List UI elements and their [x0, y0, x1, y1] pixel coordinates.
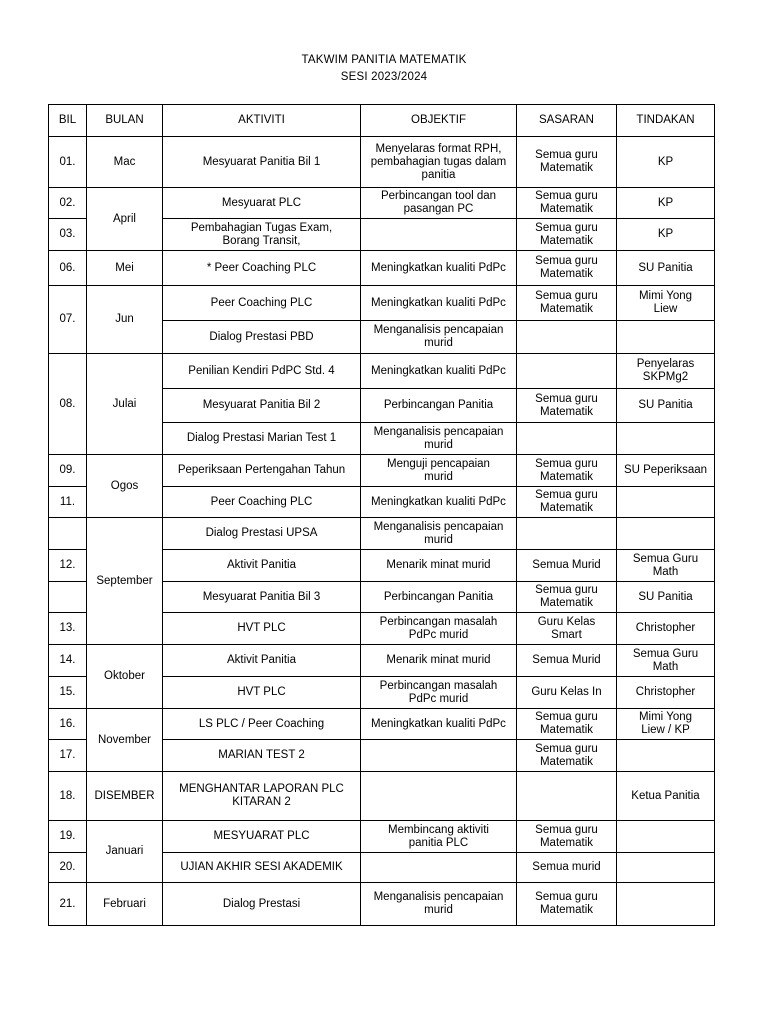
- cell-aktiviti: Dialog Prestasi UPSA: [163, 518, 361, 550]
- cell-tindakan: Mimi Yong Liew: [617, 286, 715, 321]
- cell-bil: 15.: [49, 677, 87, 709]
- table-row: [49, 821, 715, 853]
- cell-sasaran: Semua guru Matematik: [517, 582, 617, 613]
- cell-tindakan: SU Panitia: [617, 251, 715, 286]
- cell-aktiviti: Peer Coaching PLC: [163, 286, 361, 321]
- cell-bil: 08.: [49, 354, 87, 455]
- cell-objektif: [361, 772, 517, 821]
- cell-objektif: Perbincangan Panitia: [361, 582, 517, 613]
- header-aktiviti: AKTIVITI: [163, 105, 361, 137]
- cell-objektif: Menguji pencapaian murid: [361, 455, 517, 487]
- cell-bil: 18.: [49, 772, 87, 821]
- cell-sasaran: Semua guru Matematik: [517, 137, 617, 188]
- cell-sasaran: Semua Murid: [517, 645, 617, 677]
- header-tindakan: TINDAKAN: [617, 105, 715, 137]
- cell-objektif: Menarik minat murid: [361, 550, 517, 582]
- cell-aktiviti: MARIAN TEST 2: [163, 740, 361, 772]
- cell-bil: 20.: [49, 853, 87, 883]
- cell-aktiviti: Mesyuarat Panitia Bil 3: [163, 582, 361, 613]
- table-row: [49, 354, 715, 389]
- cell-tindakan: KP: [617, 137, 715, 188]
- cell-tindakan: [617, 518, 715, 550]
- cell-aktiviti: Peperiksaan Pertengahan Tahun: [163, 455, 361, 487]
- cell-bulan: April: [87, 188, 163, 251]
- cell-objektif: Perbincangan masalah PdPc murid: [361, 613, 517, 645]
- cell-sasaran: [517, 354, 617, 389]
- cell-bulan: November: [87, 709, 163, 772]
- cell-aktiviti: UJIAN AKHIR SESI AKADEMIK: [163, 853, 361, 883]
- cell-sasaran: [517, 518, 617, 550]
- cell-aktiviti: LS PLC / Peer Coaching: [163, 709, 361, 740]
- cell-tindakan: Penyelaras SKPMg2: [617, 354, 715, 389]
- cell-sasaran: [517, 772, 617, 821]
- cell-aktiviti: Dialog Prestasi Marian Test 1: [163, 423, 361, 455]
- cell-aktiviti: Dialog Prestasi: [163, 883, 361, 926]
- cell-aktiviti: HVT PLC: [163, 613, 361, 645]
- cell-bil: 11.: [49, 487, 87, 518]
- cell-aktiviti: Mesyuarat Panitia Bil 1: [163, 137, 361, 188]
- cell-bil: 17.: [49, 740, 87, 772]
- document-subtitle: SESI 2023/2024: [340, 71, 428, 83]
- cell-sasaran: Semua Murid: [517, 550, 617, 582]
- cell-tindakan: Mimi Yong Liew / KP: [617, 709, 715, 740]
- cell-objektif: Menganalisis pencapaian murid: [361, 321, 517, 354]
- cell-objektif: Meningkatkan kualiti PdPc: [361, 709, 517, 740]
- cell-tindakan: Semua Guru Math: [617, 550, 715, 582]
- cell-bil: 21.: [49, 883, 87, 926]
- cell-objektif: Meningkatkan kualiti PdPc: [361, 286, 517, 321]
- cell-sasaran: [517, 321, 617, 354]
- cell-objektif: Membincang aktiviti panitia PLC: [361, 821, 517, 853]
- table-row: [49, 286, 715, 321]
- cell-objektif: [361, 740, 517, 772]
- cell-sasaran: Semua guru Matematik: [517, 883, 617, 926]
- cell-aktiviti: MENGHANTAR LAPORAN PLC KITARAN 2: [163, 772, 361, 821]
- cell-bulan: Oktober: [87, 645, 163, 709]
- cell-objektif: Meningkatkan kualiti PdPc: [361, 354, 517, 389]
- cell-bil: 13.: [49, 613, 87, 645]
- cell-objektif: Menarik minat murid: [361, 645, 517, 677]
- cell-tindakan: Christopher: [617, 677, 715, 709]
- cell-sasaran: Guru Kelas Smart: [517, 613, 617, 645]
- cell-tindakan: KP: [617, 188, 715, 219]
- cell-tindakan: SU Peperiksaan: [617, 455, 715, 487]
- cell-bil: [49, 518, 87, 550]
- cell-tindakan: Christopher: [617, 613, 715, 645]
- cell-sasaran: Semua guru Matematik: [517, 389, 617, 423]
- cell-sasaran: Semua guru Matematik: [517, 821, 617, 853]
- cell-bil: [49, 582, 87, 613]
- cell-objektif: Perbincangan tool dan pasangan PC: [361, 188, 517, 219]
- table-row: [49, 709, 715, 740]
- cell-bil: 19.: [49, 821, 87, 853]
- calendar-table: [48, 104, 715, 926]
- cell-objektif: Perbincangan Panitia: [361, 389, 517, 423]
- cell-objektif: [361, 853, 517, 883]
- cell-objektif: [361, 219, 517, 251]
- cell-sasaran: Semua guru Matematik: [517, 740, 617, 772]
- cell-objektif: Menganalisis pencapaian murid: [361, 883, 517, 926]
- cell-sasaran: Semua guru Matematik: [517, 251, 617, 286]
- table-row: [49, 883, 715, 926]
- cell-bil: 03.: [49, 219, 87, 251]
- cell-tindakan: Semua Guru Math: [617, 645, 715, 677]
- table-header-row: [49, 105, 715, 137]
- cell-bil: 12.: [49, 550, 87, 582]
- cell-sasaran: Semua murid: [517, 853, 617, 883]
- cell-aktiviti: Mesyuarat PLC: [163, 188, 361, 219]
- cell-bulan: Jun: [87, 286, 163, 354]
- cell-aktiviti: Aktivit Panitia: [163, 645, 361, 677]
- cell-bil: 07.: [49, 286, 87, 354]
- header-objektif: OBJEKTIF: [361, 105, 517, 137]
- cell-sasaran: [517, 423, 617, 455]
- cell-tindakan: [617, 487, 715, 518]
- cell-tindakan: SU Panitia: [617, 389, 715, 423]
- cell-bulan: Mei: [87, 251, 163, 286]
- cell-sasaran: Semua guru Matematik: [517, 709, 617, 740]
- cell-aktiviti: Pembahagian Tugas Exam, Borang Transit,: [163, 219, 361, 251]
- cell-sasaran: Semua guru Matematik: [517, 188, 617, 219]
- cell-bulan: Julai: [87, 354, 163, 455]
- cell-tindakan: Ketua Panitia: [617, 772, 715, 821]
- cell-bulan: Februari: [87, 883, 163, 926]
- table-row: [49, 772, 715, 821]
- table-row: [49, 137, 715, 188]
- cell-aktiviti: MESYUARAT PLC: [163, 821, 361, 853]
- cell-aktiviti: Peer Coaching PLC: [163, 487, 361, 518]
- cell-bil: 06.: [49, 251, 87, 286]
- cell-objektif: Menganalisis pencapaian murid: [361, 423, 517, 455]
- cell-aktiviti: Dialog Prestasi PBD: [163, 321, 361, 354]
- header-bulan: BULAN: [87, 105, 163, 137]
- table-row: [49, 455, 715, 487]
- cell-bulan: Ogos: [87, 455, 163, 518]
- cell-objektif: Perbincangan masalah PdPc murid: [361, 677, 517, 709]
- cell-objektif: Menyelaras format RPH, pembahagian tugas dalam panitia: [361, 137, 517, 188]
- cell-tindakan: SU Panitia: [617, 582, 715, 613]
- table-row: [49, 251, 715, 286]
- cell-aktiviti: * Peer Coaching PLC: [163, 251, 361, 286]
- cell-objektif: Meningkatkan kualiti PdPc: [361, 251, 517, 286]
- cell-bil: 09.: [49, 455, 87, 487]
- table-row: [49, 188, 715, 219]
- table-row: [49, 645, 715, 677]
- cell-bil: 01.: [49, 137, 87, 188]
- cell-sasaran: Semua guru Matematik: [517, 219, 617, 251]
- cell-bulan: DISEMBER: [87, 772, 163, 821]
- cell-bulan: September: [87, 518, 163, 645]
- cell-objektif: Meningkatkan kualiti PdPc: [361, 487, 517, 518]
- cell-bulan: Januari: [87, 821, 163, 883]
- cell-sasaran: Semua guru Matematik: [517, 455, 617, 487]
- cell-sasaran: Guru Kelas In: [517, 677, 617, 709]
- header-bil: BIL: [49, 105, 87, 137]
- cell-aktiviti: Aktivit Panitia: [163, 550, 361, 582]
- cell-aktiviti: HVT PLC: [163, 677, 361, 709]
- table-row: [49, 518, 715, 550]
- cell-aktiviti: Mesyuarat Panitia Bil 2: [163, 389, 361, 423]
- cell-tindakan: KP: [617, 219, 715, 251]
- cell-tindakan: [617, 883, 715, 926]
- cell-tindakan: [617, 853, 715, 883]
- header-sasaran: SASARAN: [517, 105, 617, 137]
- cell-aktiviti: Penilian Kendiri PdPC Std. 4: [163, 354, 361, 389]
- cell-sasaran: Semua guru Matematik: [517, 286, 617, 321]
- document-heading: [0, 52, 768, 86]
- cell-bil: 02.: [49, 188, 87, 219]
- document-title: TAKWIM PANITIA MATEMATIK: [301, 54, 467, 66]
- cell-bil: 14.: [49, 645, 87, 677]
- cell-tindakan: [617, 321, 715, 354]
- cell-bil: 16.: [49, 709, 87, 740]
- cell-tindakan: [617, 740, 715, 772]
- cell-sasaran: Semua guru Matematik: [517, 487, 617, 518]
- cell-tindakan: [617, 821, 715, 853]
- cell-bulan: Mac: [87, 137, 163, 188]
- cell-objektif: Menganalisis pencapaian murid: [361, 518, 517, 550]
- cell-tindakan: [617, 423, 715, 455]
